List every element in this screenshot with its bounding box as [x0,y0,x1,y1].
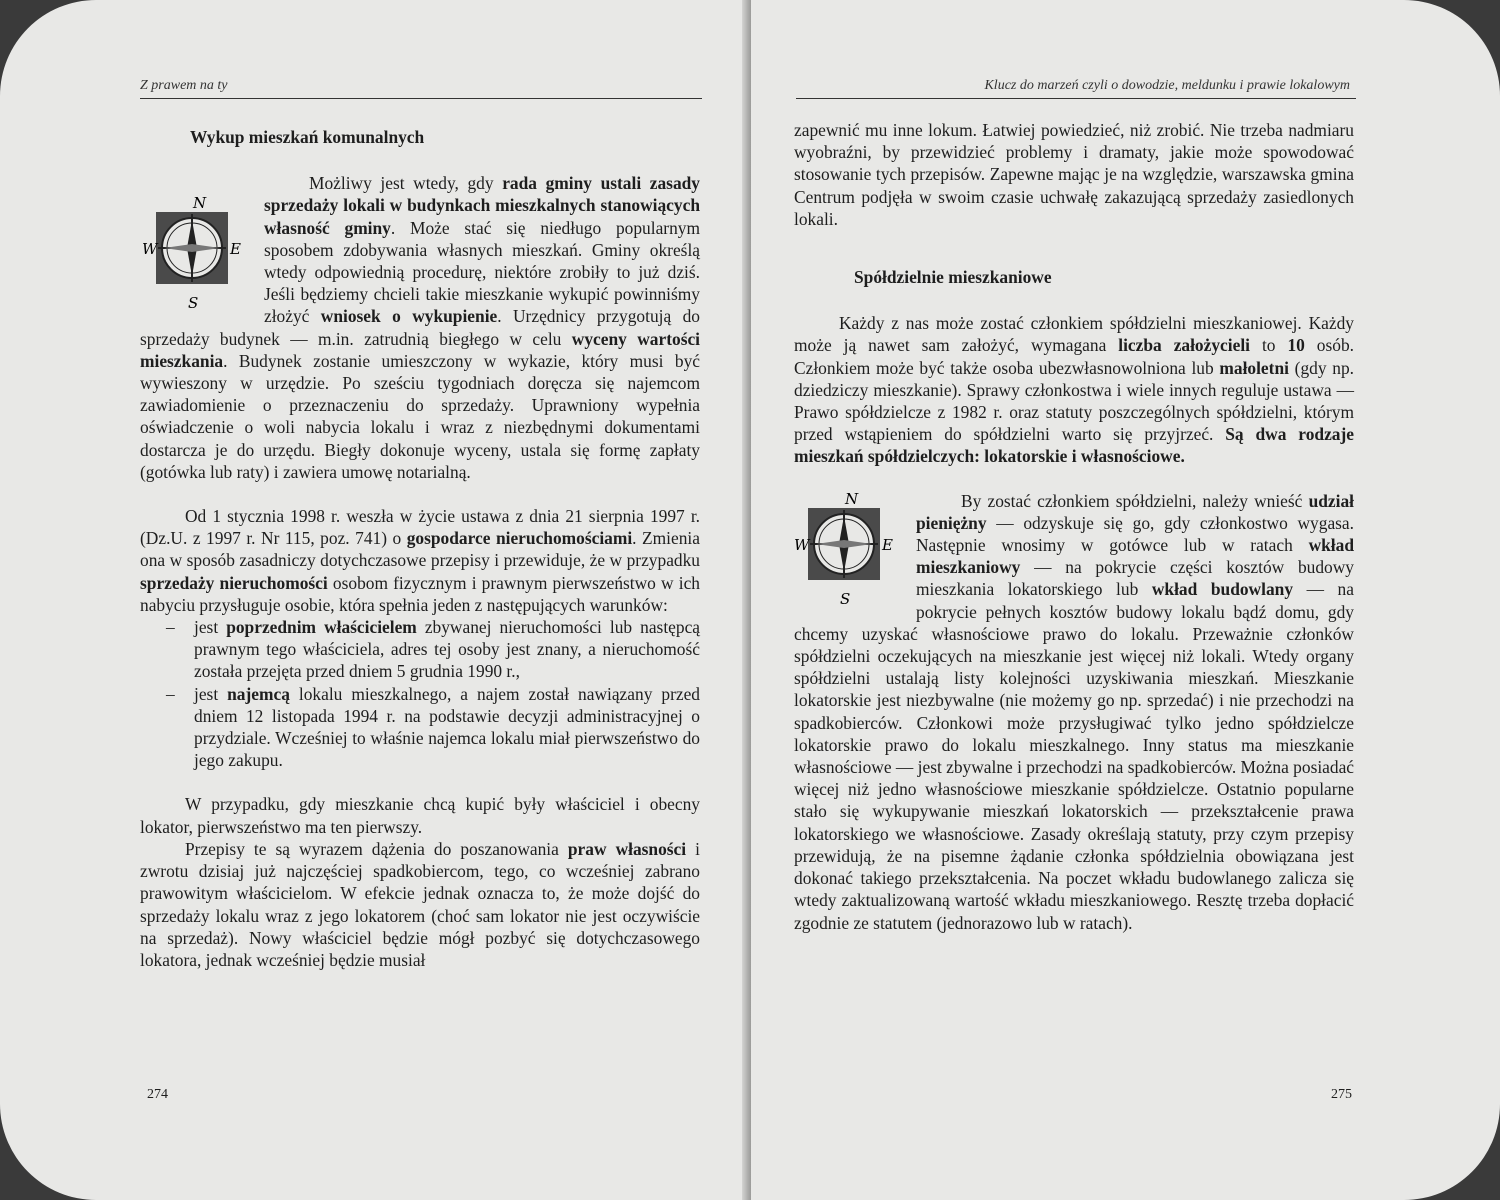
paragraph [794,312,1354,467]
text-run: — na pokrycie pełnych kosztów budowy lokalu bądź domu, gdy chcemy uzyskać własnościowe prawo do lokalu. Przeważnie członków spółdzielni oczekujących na mieszkanie jest więcej niż lokali. Wtedy organy spółdzielni ustalają listy kolejności uzyskiwania mieszkań. Mieszkanie lokatorskie jest niezbywalne (nie możemy go np. sprzedać) i nie przechodzi na spadkobierców. Członkowi może przysługiwać tylko jedno spółdzielcze lokatorskie prawo do lokalu mieszkalnego. Inny status ma mieszkanie własnościowe — jest zbywalne i przechodzi na spadkobierców. Można posiadać więcej niż jedno własnościowe mieszkanie spółdzielcze. Ostatnio popularne stało się wykupywanie mieszkań lokatorskich — przekształcenie prawa lokatorskiego we własnościowe. Zasady określają statuty, przy czym przepisy przewidują, że na pisemne żądanie członka spółdzielnia obowiązana jest dokonać takiego przekształcenia. Na poczet wkładu budowlanego zalicza się wtedy zaktualizowaną wartość wkładu mieszkaniowego. Resztę trzeba dopłacić zgodnie ze statutem (jednorazowo lub w ratach). [794,579,1355,933]
bold-term: Są dwa rodzaje mieszkań spółdzielczych: lokatorskie i własnościowe. [794,424,1354,467]
text-run: jest [194,683,228,704]
text-run: Przepisy te są wyrazem dążenia do poszanowania [185,838,568,859]
text-run: i zwrotu dzisiaj już najczęściej spadkobiercom, tego, co wcześniej zabrano prawowitym właścicielom. W efekcie jednak oznacza to, że może dojść do sprzedaży lokalu wraz z jego lokatorem (choć sam lokator nie jest oczywiście na sprzedaż). Nowy właściciel będzie mógł pozbyć się dotychczasowego lokatora, jednak wcześniej będzie musiał [140,838,700,970]
compass-s: S [188,294,199,313]
text-run: W przypadku, gdy mieszkanie chcą kupić były właściciel i obecny lokator, pierwszeństwo ma ten pierwszy. [140,794,700,837]
text-run: Od 1 stycznia 1998 r. weszła w życie ustawa z dnia 21 sierpnia 1997 r. (Dz.U. z 1997 r. Nr 115, poz. 741) o [140,506,700,549]
text-run: . Budynek zostanie umieszczony w wykazie, który musi być wywieszony w urzędzie. Po sześciu tygodniach doręcza się najemcom zawiadomienie o przeznaczeniu do sprzedaży. Uprawniony wypełnia oświadczenie o woli nabycia lokalu i wraz z niezbędnymi dokumentami dostarcza je do urzędu. Biegły dokonuje wyceny, ustala się formę zapłaty (gotówka lub raty) i zawiera umowę notarialną. [140,350,700,482]
running-head: Klucz do marzeń czyli o dowodzie, meldunku i prawie lokalowym [984,78,1350,93]
bold-term: wyceny wartości mieszkania [140,328,701,371]
text-block [794,119,1354,934]
paragraph [140,838,700,971]
bold-term: wkład mieszkaniowy [916,535,1354,578]
text-run: (gdy np. dziedziczy mieszkanie). Sprawy członkostwa i wiele innych reguluje ustawa — Prawo spółdzielcze z 1982 r. oraz statuty poszczególnych spółdzielni, którym przed wstąpieniem do spółdzielni warto się przyjrzeć. [794,357,1354,445]
text-block [140,126,700,971]
text-run: lokalu mieszkalnego, a najem został nawiązany przed dniem 12 listopada 1994 r. na podstawie decyzji administracyjnej o przydziale. Wcześniej to właśnie najemca lokalu miał pierwszeństwo do jego zakupu. [194,683,700,771]
paragraph [140,793,700,837]
compass-n: N [193,196,207,213]
bold-term: wkład budowlany [1151,579,1294,600]
page-number: 275 [1331,1087,1352,1102]
text-run: . Zmienia ona w sposób zasadniczy dotychczasowe przepisy i przewiduje, że w przypadku [140,528,700,571]
bold-term: udział pieniężny [916,490,1354,533]
text-run: zbywanej nieruchomości lub następcą prawnym tego właściciela, adres tej osoby jest znany, a nieruchomość została przejęta przed dniem 5 grudnia 1990 r., [194,617,701,682]
running-head: Z prawem na ty [140,78,228,93]
bold-term: gospodarce nieruchomościami [406,528,633,549]
header-rule [796,98,1356,99]
compass-n: N [845,491,859,508]
text-run: . Może stać się niedługo popularnym sposobem zdobywania własnych mieszkań. Gminy określą wtedy odpowiednią procedurę, niektóre zrobiły to już dziś. Jeśli będziemy chcieli takie mieszkanie wykupić powinniśmy złożyć [264,217,700,327]
conditions-list [140,616,700,771]
text-run: osób. Członkiem może być także osoba ubezwłasnowolniona lub [794,335,1354,378]
text-run: jest [194,617,227,638]
bold-term: 10 [1287,335,1305,356]
compass-s: S [840,589,851,608]
compass-e: E [230,240,241,259]
list-item [140,616,700,683]
compass-e: E [882,535,893,554]
header-rule [140,98,702,99]
page-number: 274 [147,1087,168,1102]
compass-w: W [794,535,810,554]
bold-term: wniosek o wykupienie [320,306,498,327]
bold-term: najemcą [227,683,290,704]
text-run: to [1249,335,1288,356]
section-heading: Spółdzielnie mieszkaniowe [854,267,1052,288]
paragraph [794,119,1354,230]
section-heading: Wykup mieszkań komunalnych [190,127,425,147]
bold-term: liczba założycieli [1118,335,1250,356]
bold-term: rada gminy ustali zasady sprzedaży lokali w budynkach mieszkalnych stanowiących własność gminy [264,173,701,238]
text-run: Każdy z nas może zostać członkiem spółdzielni mieszkaniowej. Każdy może ją nawet sam założyć, wymagana [794,313,1354,356]
list-item [140,683,700,772]
text-run: By zostać członkiem spółdzielni, należy wnieść [961,490,1309,511]
right-page [751,0,1500,1200]
bold-term: małoletni [1219,357,1289,378]
bold-term: sprzedaży nieruchomości [140,572,328,593]
text-run: Możliwy jest wtedy, gdy [309,173,503,194]
bold-term: poprzednim właścicielem [226,617,417,638]
compass-rose-icon [142,196,242,316]
left-page [0,0,749,1200]
text-run: zapewnić mu inne lokum. Łatwiej powiedzieć, niż zrobić. Nie trzeba nadmiaru wyobraźni, by przewidzieć problemy i dramaty, jakie może spowodować stosowanie tych przepisów. Zapewne mając je na względzie, warszawska gmina Centrum podjęła w swoim czasie uchwałę zakazującą sprzedaży zasiedlonych lokali. [794,120,1354,229]
text-run: — odzyskuje się go, gdy członkostwo wygasa. Następnie wnosimy w gotówce lub w ratach [916,512,1354,556]
text-run: — na pokrycie części kosztów budowy mieszkania lokatorskiego lub [916,557,1354,600]
text-run: osobom fizycznym i prawnym pierwszeństwo w ich nabyciu przysługuje osobie, która spełnia jeden z następujących warunków: [140,572,700,615]
text-run: . Urzędnicy przygotują do sprzedaży budynek — m.in. zatrudnią biegłego w celu [140,306,700,349]
bold-term: praw własności [567,838,687,859]
compass-rose-icon [794,492,894,612]
compass-w: W [142,240,158,259]
paragraph [140,505,700,616]
